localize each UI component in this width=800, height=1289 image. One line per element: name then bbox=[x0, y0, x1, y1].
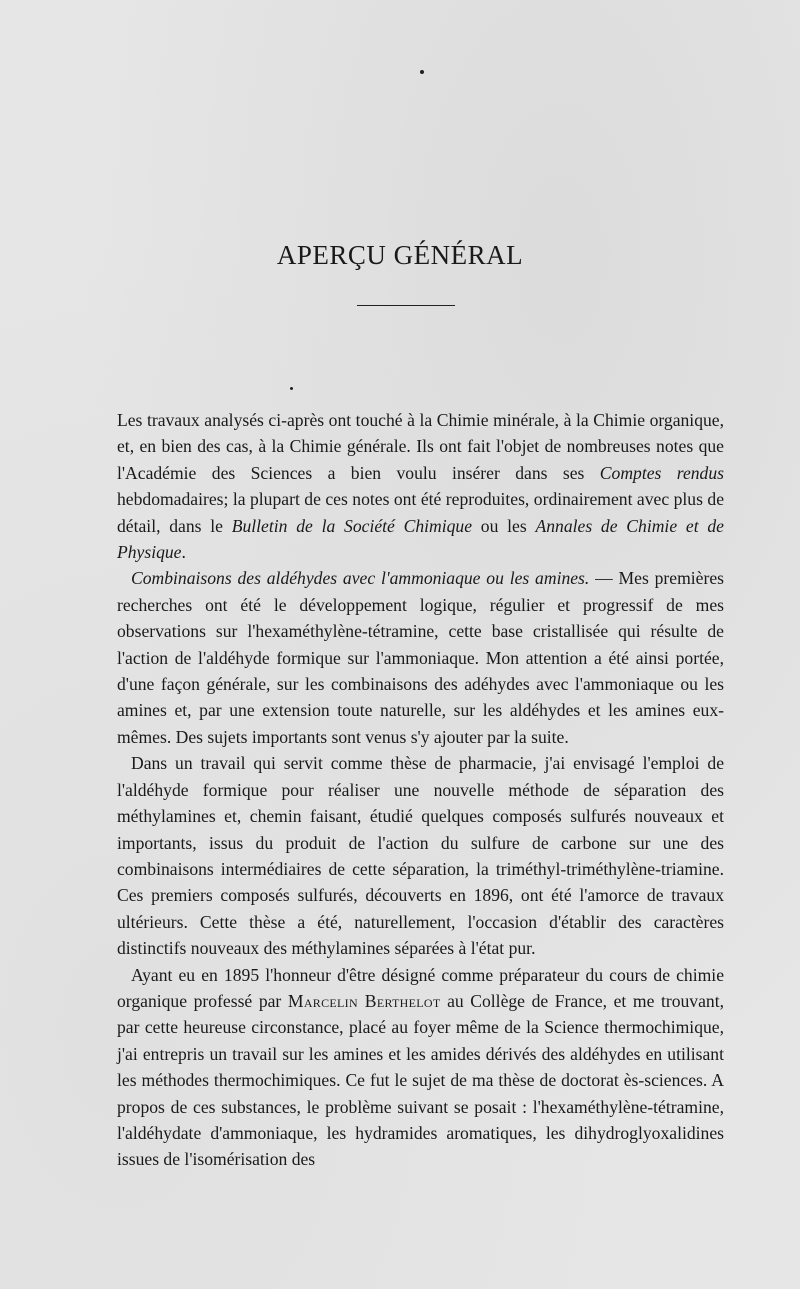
text-run: . bbox=[181, 542, 186, 563]
title-divider bbox=[357, 305, 455, 306]
text-run: Dans un travail qui servit comme thèse de pharmacie, j'ai envisagé l'emploi de l'aldéhyde formique pour réaliser une nouvelle méthode de séparation des méthylamines et, chemin faisant, étudié quelques composés sulfurés nouveaux et importants, issus du produit de l'action du sulfure de carbone sur une des combinaisons intermédiaires de cette séparation, la triméthyl-triméthylène-triamine. Ces premiers composés sulfurés, découverts en 1896, ont été l'amorce de travaux ultérieurs. Cette thèse a été, naturellement, l'occasion d'établir des caractères distinctifs nouveaux des méthylamines séparées à l'état pur. bbox=[117, 753, 724, 959]
body-text bbox=[117, 407, 724, 1173]
paragraph bbox=[117, 962, 724, 1173]
ink-speck bbox=[420, 70, 424, 74]
italic-text: Comptes rendus bbox=[599, 462, 724, 483]
text-run: ou les bbox=[472, 515, 536, 536]
paragraph bbox=[117, 565, 724, 750]
paragraph bbox=[117, 407, 724, 565]
text-run: hebdomadaires; la plupart de ces notes ont été reproduites, ordinairement avec plus de détail, dans le bbox=[117, 489, 724, 536]
italic-text: Bulletin de la Société Chimique bbox=[231, 515, 473, 536]
page-title: APERÇU GÉNÉRAL bbox=[276, 240, 524, 270]
text-run: Ayant eu en 1895 l'honneur d'être désigné comme préparateur du cours de chimie organique professé par bbox=[117, 964, 724, 1011]
text-run: — Mes premières recherches ont été le développement logique, régulier et progressif de mes observations sur l'hexaméthylène-tétramine, cette base cristallisée qui résulte de l'action de l'aldéhyde formique sur l'ammoniaque. Mon attention a été ainsi portée, d'une façon générale, sur les combinaisons des adéhydes avec l'ammoniaque ou les amines et, par une extension toute naturelle, sur les aldéhydes et les amines eux-mêmes. Des sujets importants sont venus s'y ajouter par la suite. bbox=[117, 568, 724, 747]
paragraph bbox=[117, 750, 724, 961]
ink-speck bbox=[290, 387, 293, 390]
italic-text: Combinaisons des aldéhydes avec l'ammoniaque ou les amines. bbox=[131, 568, 590, 589]
text-run: Les travaux analysés ci-après ont touché à la Chimie minérale, à la Chimie organique, et, en bien des cas, à la Chimie générale. Ils ont fait l'objet de nombreuses notes que l'Académie des Sciences a bien voulu insérer dans ses bbox=[117, 410, 724, 483]
author-name: Marcelin Berthelot bbox=[287, 990, 441, 1011]
italic-text: Annales de Chimie et de Physique bbox=[117, 515, 724, 563]
text-run: au Collège de France, et me trouvant, par cette heureuse circonstance, placé au foyer même de la Science thermochimique, j'ai entrepris un travail sur les amines et les amides dérivés des aldéhydes en utilisant les méthodes thermochimiques. Ce fut le sujet de ma thèse de doctorat ès-sciences. A propos de ces substances, le problème suivant se posait : l'hexaméthylène-tétramine, l'aldéhydate d'ammoniaque, les hydramides aromatiques, les dihydroglyoxalidines issues de l'isomérisation des bbox=[117, 990, 724, 1170]
